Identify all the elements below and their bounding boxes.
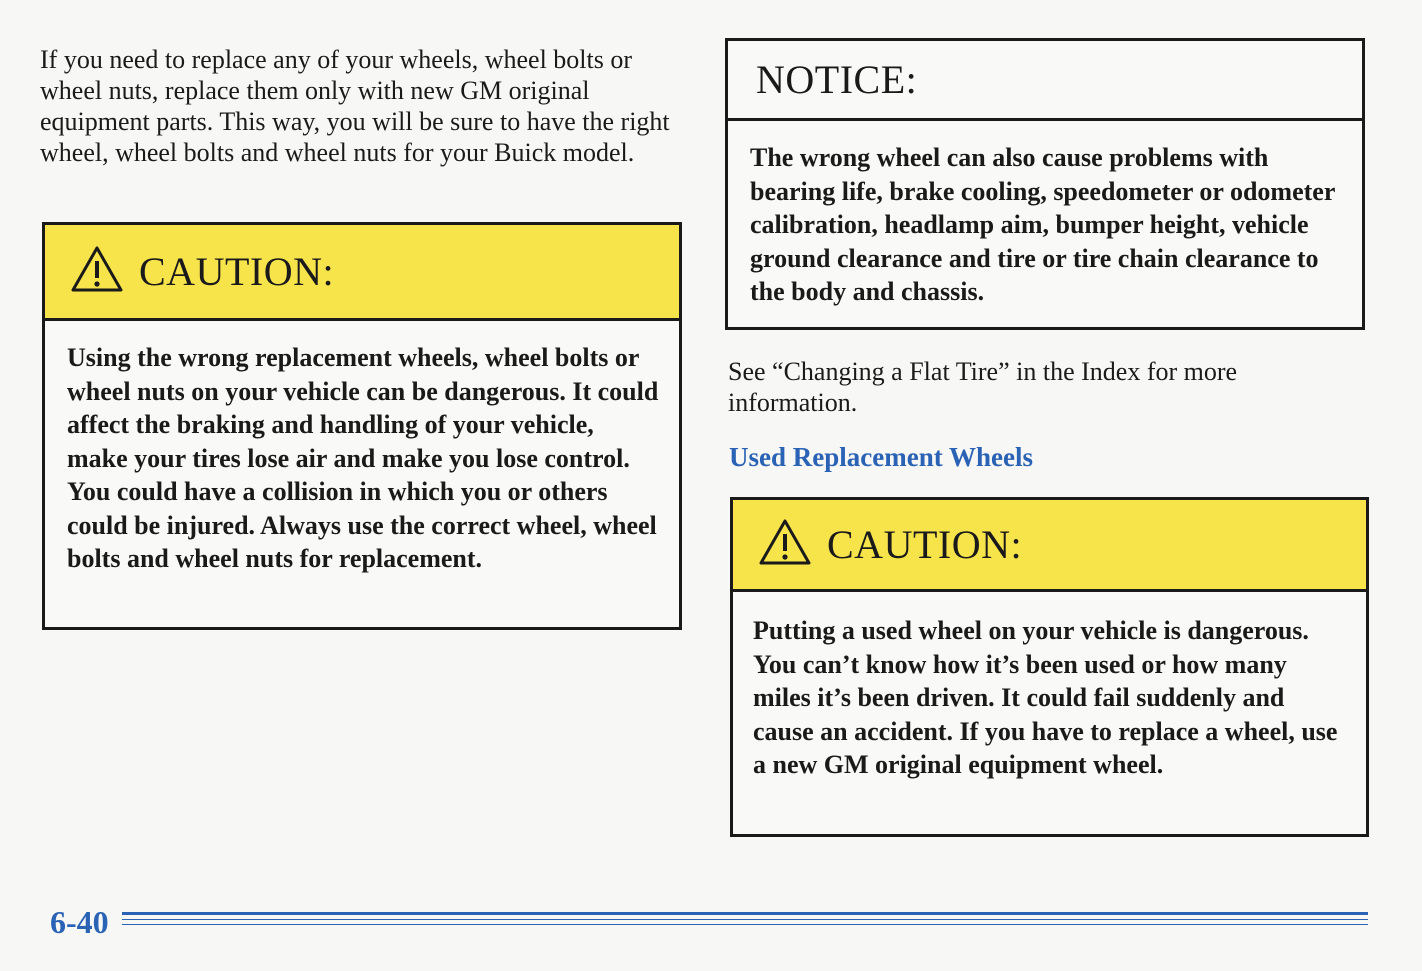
caution-title: CAUTION: — [827, 522, 1023, 567]
notice-box — [725, 38, 1365, 330]
caution-box-used-wheels — [730, 497, 1369, 837]
warning-triangle-icon — [757, 517, 813, 572]
notice-header — [728, 41, 1362, 121]
notice-title: NOTICE: — [756, 57, 918, 102]
intro-paragraph: If you need to replace any of your wheels, wheel bolts or wheel nuts, replace them only with new GM original equipment parts. This way, you will be sure to have the right wheel, wheel bolts and wheel nuts for your Buick model. — [40, 45, 670, 167]
caution-text: Putting a used wheel on your vehicle is dangerous. You can’t know how it’s been used or how many miles it’s been driven. It could fail suddenly and cause an accident. If you have to replace a wheel, use a new GM original equipment wheel. — [753, 616, 1338, 779]
warning-triangle-icon — [69, 244, 125, 299]
page-number: 6-40 — [50, 904, 109, 940]
footer-rule — [122, 906, 1368, 930]
notice-text: The wrong wheel can also cause problems with bearing life, brake cooling, speedometer or odometer calibration, headlamp aim, bumper height, vehicle ground clearance and tire or tire chain clearance to the body and chassis. — [750, 143, 1335, 306]
caution-box-wrong-wheels — [42, 222, 682, 630]
section-heading: Used Replacement Wheels — [729, 442, 1033, 472]
see-also-paragraph: See “Changing a Flat Tire” in the Index for more information. — [728, 357, 1238, 417]
caution-header — [733, 500, 1366, 592]
caution-header — [45, 225, 679, 321]
caution-title: CAUTION: — [139, 249, 335, 294]
caution-text: Using the wrong replacement wheels, wheel bolts or wheel nuts on your vehicle can be dangerous. It could affect the braking and handling of your vehicle, make your tires lose air and make you lose control. You could have a collision in which you or others could be injured. Always use the correct wheel, wheel bolts and wheel nuts for replacement. — [67, 343, 659, 573]
page-footer — [50, 900, 1370, 944]
